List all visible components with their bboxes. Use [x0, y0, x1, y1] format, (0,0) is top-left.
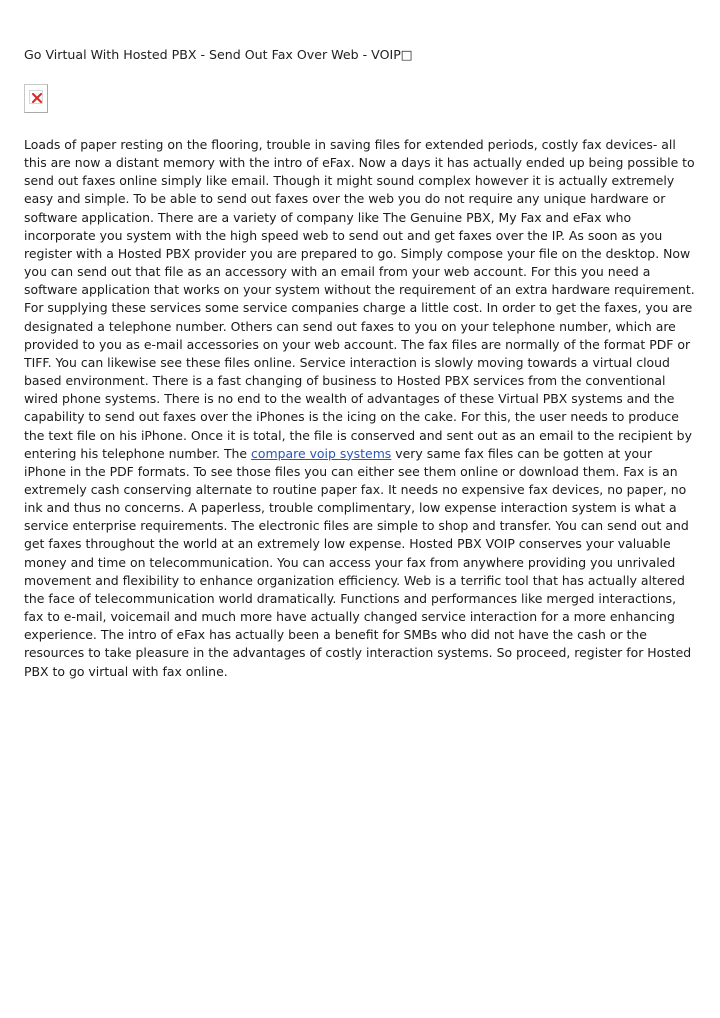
- article-text-before-link: Loads of paper resting on the flooring, trouble in saving files for extended periods, costly fax devices- all this are now a distant memory with the intro of eFax. Now a days it has actually ended up being possible to send out faxes online simply like email. Though it might sound complex however it is actually extremely easy and simple. To be able to send out faxes over the web you do not require any unique hardware or software application. There are a variety of company like The Genuine PBX, My Fax and eFax who incorporate you system with the high speed web to send out and get faxes over the IP. As soon as you register with a Hosted PBX provider you are prepared to go. Simply compose your file on the desktop. Now you can send out that file as an accessory with an email from your web account. For this you need a software application that works on your system without the requirement of an extra hardware requirement. For supplying these services some service companies charge a little cost. In order to get the faxes, you are designated a telephone number. Others can send out faxes to you on your telephone number, which are provided to you as e-mail accessories on your web account. The fax files are normally of the format PDF or TIFF. You can likewise see these files online. Service interaction is slowly moving towards a virtual cloud based environment. There is a fast changing of business to Hosted PBX services from the conventional wired phone systems. There is no end to the wealth of advantages of these Virtual PBX systems and the capability to send out faxes over the iPhones is the icing on the cake. For this, the user needs to produce the text file on his iPhone. Once it is total, the file is conserved and sent out as an email to the recipient by entering his telephone number. The: [24, 137, 695, 461]
- broken-image-icon: [24, 84, 48, 113]
- broken-image-frame: [29, 90, 43, 104]
- close-x-icon: [32, 93, 42, 103]
- article-body: [24, 136, 698, 681]
- compare-voip-systems-link[interactable]: compare voip systems: [251, 445, 392, 461]
- article-text-after-link: very same fax files can be gotten at your iPhone in the PDF formats. To see those files you can either see them online or download them. Fax is an extremely cash conserving alternate to routine paper fax. It needs no expensive fax devices, no paper, no ink and thus no concerns. A paperless, trouble complimentary, low expense interaction system is what a service enterprise requirements. The electronic files are simple to shop and transfer. You can send out and get faxes throughout the world at an extremely low expense. Hosted PBX VOIP conserves your valuable money and time on telecommunication. You can access your fax from anywhere providing you unrivaled movement and flexibility to enhance organization efficiency. Web is a terrific tool that has actually altered the face of telecommunication world dramatically. Functions and performances like merged interactions, fax to e-mail, voicemail and much more have actually changed service interaction for a more enhancing experience. The intro of eFax has actually been a benefit for SMBs who did not have the cash or the resources to take pleasure in the advantages of costly interaction systems. So proceed, register for Hosted PBX to go virtual with fax online.: [24, 445, 692, 679]
- page-title: Go Virtual With Hosted PBX - Send Out Fax Over Web - VOIP□: [24, 47, 413, 62]
